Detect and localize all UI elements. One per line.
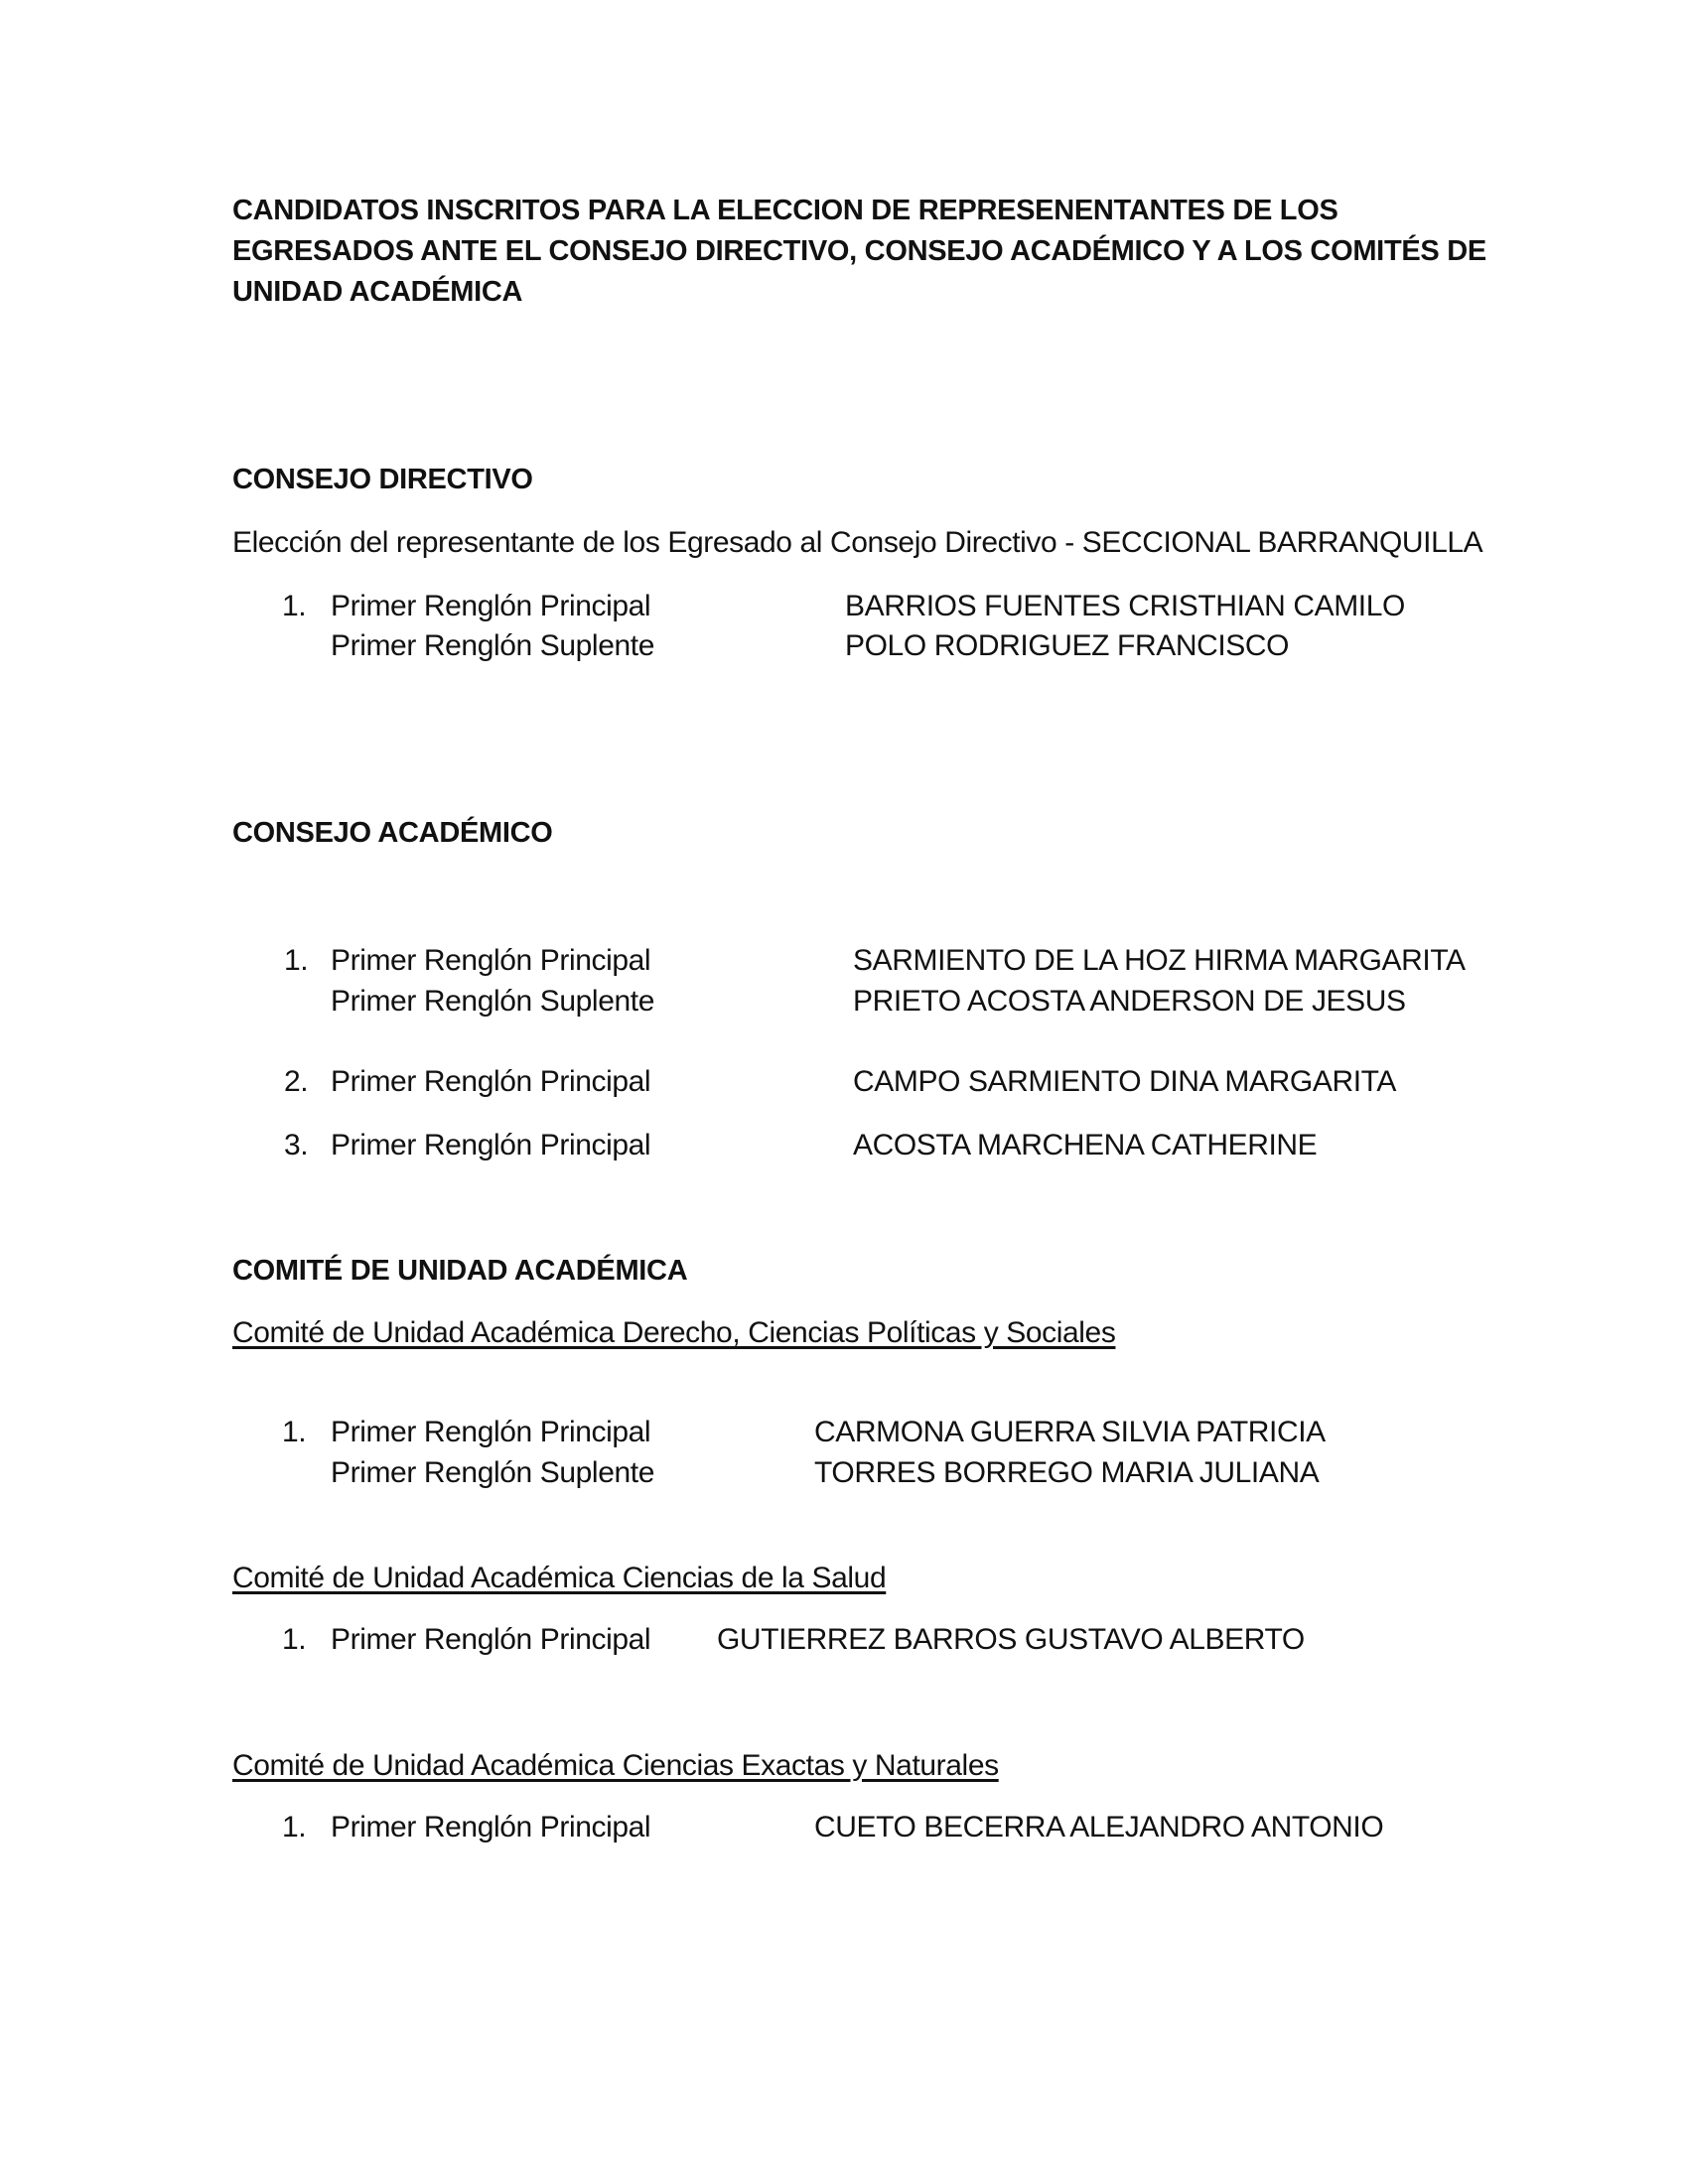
principal-candidate-name: GUTIERREZ BARROS GUSTAVO ALBERTO bbox=[717, 1623, 1305, 1656]
section-heading-comite-unidad: COMITÉ DE UNIDAD ACADÉMICA bbox=[232, 1255, 688, 1287]
section-heading-consejo-academico: CONSEJO ACADÉMICO bbox=[232, 817, 553, 849]
principal-label: Primer Renglón Principal bbox=[331, 1416, 651, 1448]
suplente-label: Primer Renglón Suplente bbox=[331, 1456, 654, 1489]
principal-candidate-name: CUETO BECERRA ALEJANDRO ANTONIO bbox=[814, 1811, 1384, 1843]
principal-label: Primer Renglón Principal bbox=[331, 1623, 651, 1656]
suplente-candidate-name: PRIETO ACOSTA ANDERSON DE JESUS bbox=[853, 985, 1406, 1018]
list-number: 3. bbox=[284, 1129, 309, 1161]
section-heading-consejo-directivo: CONSEJO DIRECTIVO bbox=[232, 464, 533, 495]
list-number: 2. bbox=[284, 1065, 309, 1098]
consejo-directivo-description: Elección del representante de los Egresado al Consejo Directivo - SECCIONAL BARRANQUILLA bbox=[232, 526, 1483, 559]
principal-candidate-name: CARMONA GUERRA SILVIA PATRICIA bbox=[814, 1416, 1326, 1448]
principal-candidate-name: SARMIENTO DE LA HOZ HIRMA MARGARITA bbox=[853, 944, 1466, 977]
document-title-line-2: EGRESADOS ANTE EL CONSEJO DIRECTIVO, CONSEJO ACADÉMICO Y A LOS COMITÉS DE bbox=[232, 235, 1486, 267]
list-number: 1. bbox=[284, 944, 309, 977]
subsection-title-derecho: Comité de Unidad Académica Derecho, Ciencias Políticas y Sociales bbox=[232, 1316, 1116, 1349]
list-number: 1. bbox=[282, 590, 307, 622]
principal-label: Primer Renglón Principal bbox=[331, 1811, 651, 1843]
document-title-line-3: UNIDAD ACADÉMICA bbox=[232, 276, 523, 308]
principal-candidate-name: BARRIOS FUENTES CRISTHIAN CAMILO bbox=[845, 590, 1405, 622]
document-title-line-1: CANDIDATOS INSCRITOS PARA LA ELECCION DE REPRESENENTANTES DE LOS bbox=[232, 195, 1338, 226]
list-number: 1. bbox=[282, 1623, 307, 1656]
principal-candidate-name: CAMPO SARMIENTO DINA MARGARITA bbox=[853, 1065, 1396, 1098]
list-number: 1. bbox=[282, 1416, 307, 1448]
suplente-label: Primer Renglón Suplente bbox=[331, 629, 654, 662]
principal-label: Primer Renglón Principal bbox=[331, 1129, 651, 1161]
suplente-label: Primer Renglón Suplente bbox=[331, 985, 654, 1018]
principal-candidate-name: ACOSTA MARCHENA CATHERINE bbox=[853, 1129, 1318, 1161]
suplente-candidate-name: POLO RODRIGUEZ FRANCISCO bbox=[845, 629, 1290, 662]
suplente-candidate-name: TORRES BORREGO MARIA JULIANA bbox=[814, 1456, 1320, 1489]
subsection-title-ciencias-exactas: Comité de Unidad Académica Ciencias Exactas y Naturales bbox=[232, 1749, 999, 1782]
principal-label: Primer Renglón Principal bbox=[331, 944, 651, 977]
list-number: 1. bbox=[282, 1811, 307, 1843]
subsection-title-ciencias-salud: Comité de Unidad Académica Ciencias de la Salud bbox=[232, 1562, 887, 1594]
principal-label: Primer Renglón Principal bbox=[331, 1065, 651, 1098]
principal-label: Primer Renglón Principal bbox=[331, 590, 651, 622]
